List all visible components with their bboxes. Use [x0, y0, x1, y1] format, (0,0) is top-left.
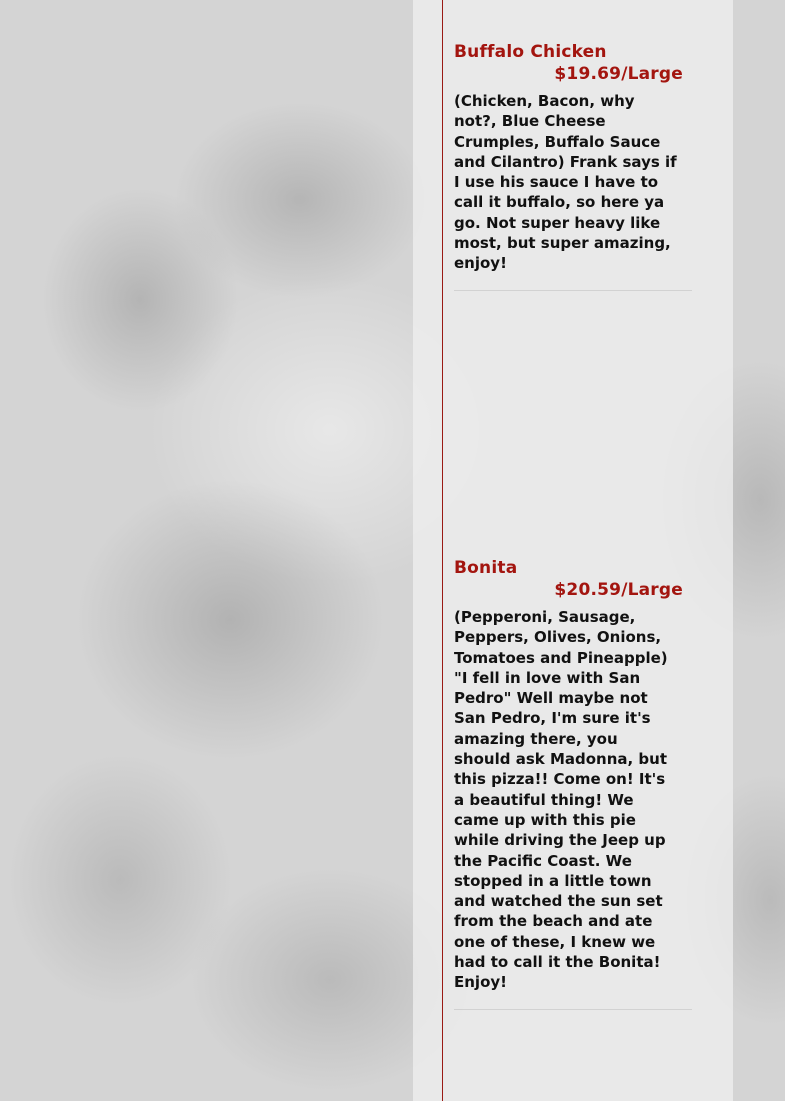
menu-item-name: Bonita	[454, 558, 518, 578]
menu-item-buffalo-chicken	[454, 41, 694, 291]
menu-item-divider	[454, 290, 692, 291]
menu-item-name: Buffalo Chicken	[454, 42, 607, 62]
menu-content-panel	[413, 0, 733, 1101]
menu-item-description: (Pepperoni, Sausage, Peppers, Olives, Onions, Tomatoes and Pineapple) "I fell in love with San Pedro" Well maybe not San Pedro, I'm sure it's amazing there, you should ask Madonna, but this pizza!! Come on! It's a beautiful thing! We came up with this pie while driving the Jeep up the Pacific Coast. We stopped in a little town and watched the sun set from the beach and ate one of these, I knew we had to call it the Bonita! Enjoy!	[454, 608, 668, 992]
menu-item-divider	[454, 1009, 692, 1010]
menu-item-price: $19.69/Large	[554, 64, 683, 84]
menu-item-bonita	[454, 557, 694, 1010]
menu-item-description: (Chicken, Bacon, why not?, Blue Cheese Crumples, Buffalo Sauce and Cilantro) Frank says if I use his sauce I have to call it buffalo, so here ya go. Not super heavy like most, but super amazing, enjoy!	[454, 92, 677, 273]
red-vertical-rule	[442, 0, 443, 1101]
menu-item-price: $20.59/Large	[554, 580, 683, 600]
